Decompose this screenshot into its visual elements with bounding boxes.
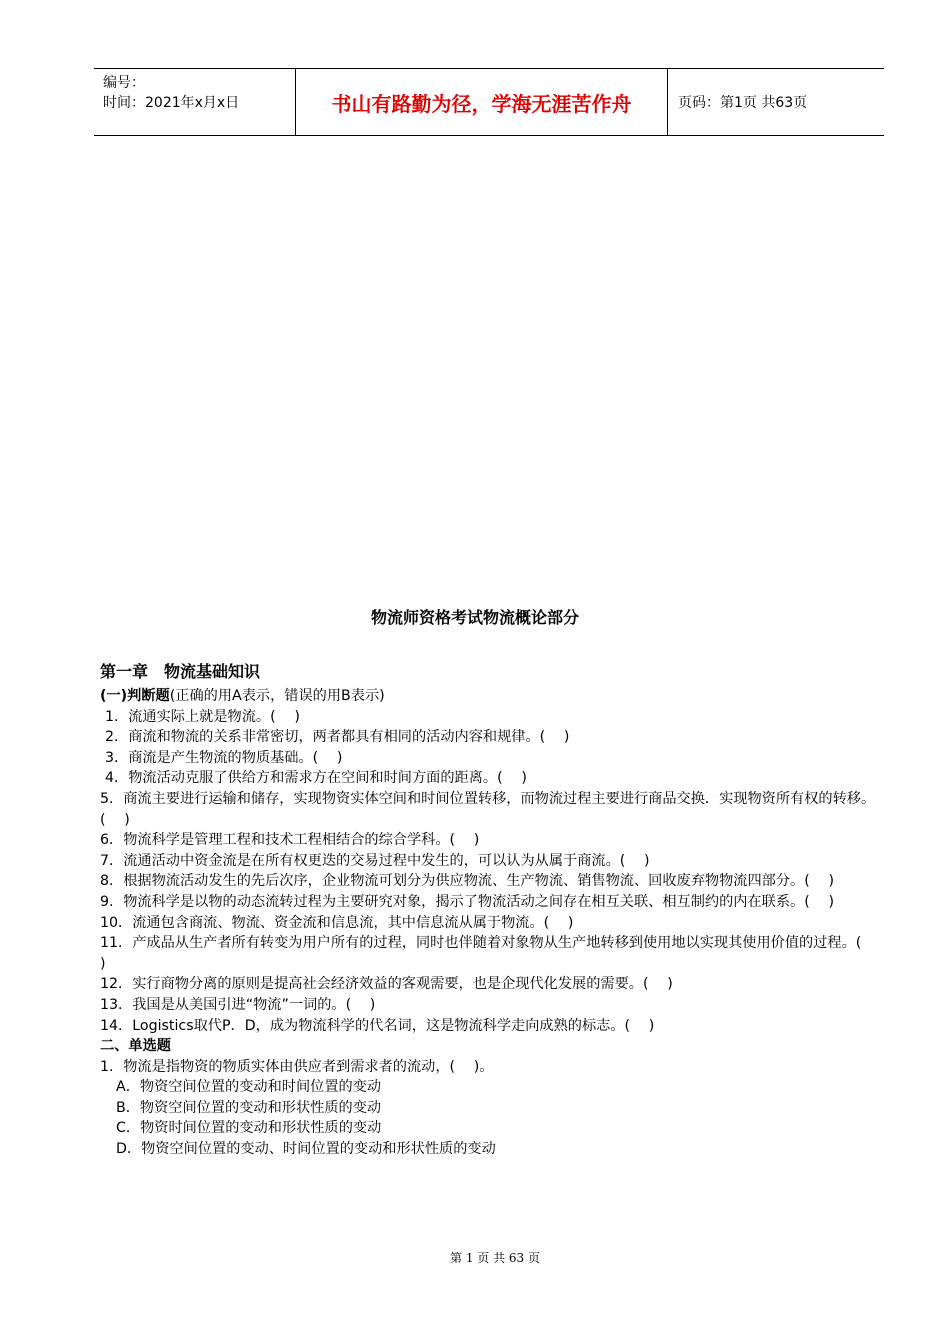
document-title: 物流师资格考试物流概论部分 xyxy=(370,608,579,627)
header-motto: 书山有路勤为径，学海无涯苦作舟 xyxy=(295,69,668,135)
choice-option: D．物资空间位置的变动、时间位置的变动和形状性质的变动 xyxy=(116,1141,496,1158)
judgement-item: 13．我国是从美国引进“物流”一词的。( ) xyxy=(100,996,376,1013)
judgement-item: 3．商流是产生物流的物质基础。( ) xyxy=(105,749,343,766)
choice-option: A．物资空间位置的变动和时间位置的变动 xyxy=(116,1079,382,1096)
header-meta xyxy=(94,69,295,135)
choice-option: B．物资空间位置的变动和形状性质的变动 xyxy=(116,1099,382,1116)
judgement-item: 1．流通实际上就是物流。( ) xyxy=(105,708,300,725)
judgement-item: 2．商流和物流的关系非常密切，两者都具有相同的活动内容和规律。( ) xyxy=(105,729,570,746)
judgement-item: 8．根据物流活动发生的先后次序，企业物流可划分为供应物流、生产物流、销售物流、回收废弃物物流四部分。( ) xyxy=(100,873,834,890)
chapter-heading: 第一章 物流基础知识 xyxy=(100,662,261,681)
section-judgement-heading xyxy=(100,686,880,707)
judgement-item: 11．产成品从生产者所有转变为用户所有的过程，同时也伴随着对象物从生产地转移到使用地以实现其使用价值的过程。( ) xyxy=(100,935,881,972)
section-single-choice-heading: 二、单选题 xyxy=(100,1038,171,1055)
judgement-item: 9．物流科学是以物的动态流转过程为主要研究对象，揭示了物流活动之间存在相互关联、相互制约的内在联系。( ) xyxy=(100,893,834,910)
judgement-item: 5．商流主要进行运输和储存，实现物资实体空间和时间位置转移，而物流过程主要进行商品交换．实现物资所有权的转移。( ) xyxy=(100,790,876,828)
section-judgement-title: (一)判断题 xyxy=(100,688,170,704)
document-header xyxy=(94,68,884,136)
header-number-label: 编号： xyxy=(103,75,145,91)
page-footer: 第 1 页 共 63 页 xyxy=(450,1251,540,1265)
choice-option: C．物资时间位置的变动和形状性质的变动 xyxy=(116,1120,382,1137)
header-time-label: 时间：2021年x月x日 xyxy=(103,95,240,111)
judgement-item: 6．物流科学是管理工程和技术工程相结合的综合学科。( ) xyxy=(100,832,480,849)
judgement-item: 12．实行商物分离的原则是提高社会经济效益的客观需要，也是企现代化发展的需要。( ) xyxy=(100,976,673,993)
section-judgement-note: (正确的用A表示，错误的用B表示) xyxy=(169,688,385,704)
single-choice-question: 1．物流是指物资的物质实体由供应者到需求者的流动，( )。 xyxy=(100,1058,494,1075)
judgement-item: 14．Logistics取代P．D，成为物流科学的代名词，这是物流科学走向成熟的标志。( ) xyxy=(100,1017,655,1034)
header-page-label: 页码：第1页 共63页 xyxy=(678,95,808,111)
judgement-item: 10．流通包含商流、物流、资金流和信息流，其中信息流从属于物流。( ) xyxy=(100,914,574,931)
judgement-item: 4．物流活动克服了供给方和需求方在空间和时间方面的距离。( ) xyxy=(105,770,527,787)
document-body xyxy=(100,660,880,1160)
judgement-item: 7．流通活动中资金流是在所有权更迭的交易过程中发生的，可以认为从属于商流。( ) xyxy=(100,852,650,869)
